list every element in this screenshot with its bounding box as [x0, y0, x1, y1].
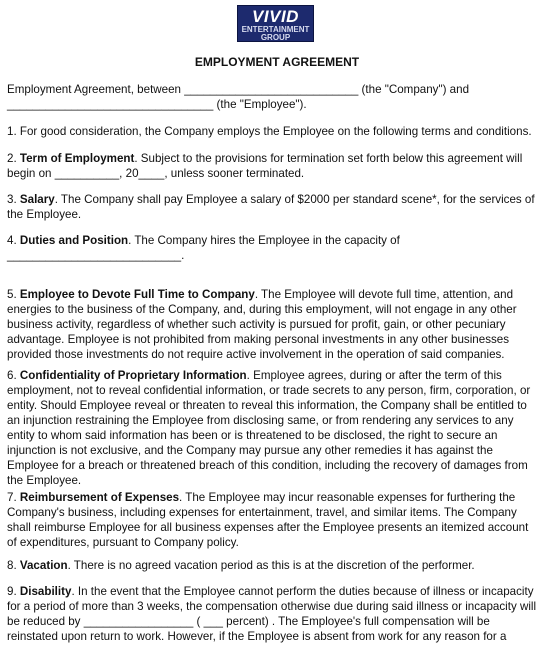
company-logo — [237, 5, 314, 42]
section-4-number: 4. — [7, 234, 20, 247]
section-2-number: 2. — [7, 152, 20, 165]
section-5-line-5: provided those investments do not require active involvement in the operation of said companies. — [7, 348, 505, 361]
intro-line-2: ________________________________ (the "Employee"). — [7, 98, 307, 111]
section-7-line-4: of expenditures, pursuant to Company policy. — [7, 536, 239, 549]
section-4-line-2: ___________________________. — [7, 249, 185, 262]
section-6-line-7: Employee for a breach or threatened breach of this condition, including the recovery of damages from — [7, 459, 528, 472]
section-9-text: . In the event that the Employee cannot perform the duties because of illness or incapacity — [71, 585, 534, 598]
section-5-line-4: advantage. Employee is not prohibited from making personal investments in any other businesses — [7, 333, 510, 346]
section-7-number: 7. — [7, 491, 20, 504]
section-9-line-1 — [7, 584, 547, 600]
section-6-line-5: entity to whom said information has been or is threatened to be disclosed, the right to secure an — [7, 429, 498, 442]
section-5-line-2: energies to the business of the Company, and, during this employment, will not engage in any other — [7, 303, 517, 316]
section-7-line-2: Company's business, including expenses for entertainment, travel, and similar items. The Company — [7, 506, 517, 519]
document-title: EMPLOYMENT AGREEMENT — [194, 55, 360, 69]
section-2-line-2: begin on __________, 20____, unless sooner terminated. — [7, 167, 305, 180]
section-5-number: 5. — [7, 288, 20, 301]
section-6-line-2: employment, not to reveal confidential information, or trade secrets to any person, firm, corporation, or — [7, 384, 531, 397]
section-6-number: 6. — [7, 369, 20, 382]
section-9-line-3: be reduced by _________________ ( ___ percent) . The Employee's full compensation will be — [7, 615, 490, 628]
section-3-heading: Salary — [19, 193, 55, 206]
section-5-line-3: business activity, regardless of whether such activity is pursued for profit, gain, or other pecuniary — [7, 318, 506, 331]
section-6-line-3: entity. Should Employee reveal or threaten to reveal this information, the Company shall be entitled to — [7, 399, 527, 412]
logo-text-main: VIVID — [252, 7, 299, 26]
section-5-heading: Employee to Devote Full Time to Company — [19, 288, 255, 301]
section-7-text: . The Employee may incur reasonable expenses for furthering the — [179, 491, 516, 504]
section-7-heading: Reimbursement of Expenses — [19, 491, 180, 504]
section-4-line-1 — [7, 233, 547, 249]
section-6-line-8: the Employee. — [7, 474, 82, 487]
section-4-heading: Duties and Position — [19, 234, 129, 247]
section-2-text: . Subject to the provisions for termination set forth below this agreement will — [134, 152, 523, 165]
section-8-heading: Vacation — [19, 559, 68, 572]
section-3-line-1 — [7, 192, 547, 208]
logo-text-sub1: ENTERTAINMENT — [241, 25, 310, 34]
section-2-line-1 — [7, 151, 547, 167]
section-9-number: 9. — [7, 585, 20, 598]
section-6-line-1 — [7, 368, 547, 384]
section-9-line-4: reinstated upon return to work. However, if the Employee is absent from work for any reason for a — [7, 630, 507, 643]
section-6-line-4: an injunction restraining the Employee from disclosing same, or from rendering any services to any — [7, 414, 514, 427]
section-8-text: . There is no agreed vacation period as this is at the discretion of the performer. — [67, 559, 475, 572]
section-7-line-1 — [7, 490, 547, 506]
section-9-line-2: for a period of more than 3 weeks, the compensation otherwise due during said illness or incapacity will — [7, 600, 537, 613]
intro-line-1: Employment Agreement, between ___________________________ (the "Company") and — [7, 83, 470, 96]
section-6-text: . Employee agrees, during or after the term of this — [246, 369, 502, 382]
section-6-line-6: injunction is not exclusive, and the Company may pursue any other remedies it has against the — [7, 444, 493, 457]
section-3-number: 3. — [7, 193, 20, 206]
section-5-line-1 — [7, 287, 547, 303]
section-3-line-2: the Employee. — [7, 208, 82, 221]
section-5-text: . The Employee will devote full time, attention, and — [254, 288, 514, 301]
section-8-line-1 — [7, 558, 547, 574]
section-1-line-1: 1. For good consideration, the Company employs the Employee on the following terms and conditions. — [7, 125, 532, 138]
section-9-heading: Disability — [19, 585, 72, 598]
section-6-heading: Confidentiality of Proprietary Information — [19, 369, 247, 382]
section-2-heading: Term of Employment — [19, 152, 135, 165]
section-4-text: . The Company hires the Employee in the capacity of — [128, 234, 400, 247]
section-8-number: 8. — [7, 559, 20, 572]
logo-text-sub2: GROUP — [260, 33, 291, 42]
section-7-line-3: shall reimburse Employee for all business expenses after the Employee presents an itemized account — [7, 521, 529, 534]
section-3-text: . The Company shall pay Employee a salary of $2000 per standard scene*, for the services of — [54, 193, 535, 206]
